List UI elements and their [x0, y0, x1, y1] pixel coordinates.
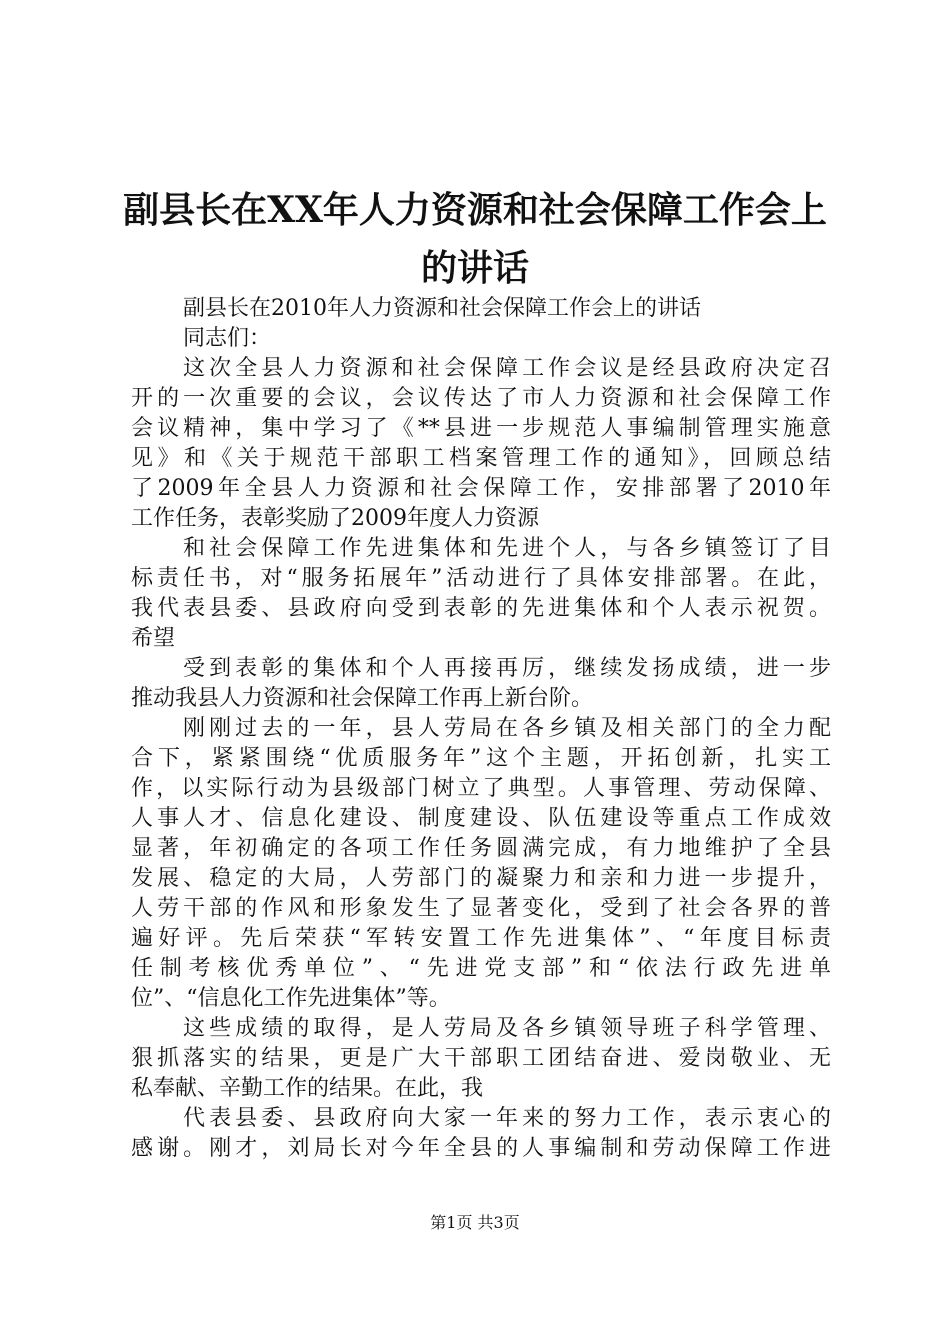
document-title-line-1: 副县长在XX年人力资源和社会保障工作会上 [123, 189, 827, 231]
body-line: 刚刚过去的一年，县人劳局在各乡镇及相关部门的全力配 [183, 716, 831, 741]
body-line: 开的一次重要的会议，会议传达了市人力资源和社会保障工作 [131, 386, 831, 411]
body-line: 私奉献、辛勤工作的结果。在此，我 [131, 1076, 484, 1101]
body-line: 和社会保障工作先进集体和先进个人，与各乡镇签订了目 [183, 536, 831, 561]
body-line: 我代表县委、县政府向受到表彰的先进集体和个人表示祝贺。 [131, 596, 831, 621]
body-line: 显著，年初确定的各项工作任务圆满完成，有力地维护了全县 [131, 836, 831, 861]
body-line: 感谢。刚才，刘局长对今年全县的人事编制和劳动保障工作进 [131, 1136, 831, 1161]
body-line: 这次全县人力资源和社会保障工作会议是经县政府决定召 [183, 356, 831, 381]
body-line: 狠抓落实的结果，更是广大干部职工团结奋进、爱岗敬业、无 [131, 1046, 831, 1071]
body-line: 这些成绩的取得，是人劳局及各乡镇领导班子科学管理、 [183, 1016, 831, 1041]
body-line: 同志们： [183, 326, 272, 351]
body-line: 作，以实际行动为县级部门树立了典型。人事管理、劳动保障、 [131, 776, 831, 801]
body-line: 会议精神，集中学习了《**县进一步规范人事编制管理实施意 [131, 416, 831, 441]
body-line: 希望 [131, 626, 176, 651]
document-title-line-2: 的讲话 [420, 247, 529, 289]
body-line: 见》和《关于规范干部职工档案管理工作的通知》，回顾总结 [131, 446, 831, 471]
body-line: 推动我县人力资源和社会保障工作再上新台阶。 [131, 686, 594, 711]
body-line: 人劳干部的作风和形象发生了显著变化，受到了社会各界的普 [131, 896, 831, 921]
page-footer: 第1页 共3页 [430, 1213, 520, 1232]
body-line: 发展、稳定的大局，人劳部门的凝聚力和亲和力进一步提升， [131, 866, 831, 891]
body-line: 标责任书，对“服务拓展年”活动进行了具体安排部署。在此， [131, 566, 831, 591]
body-line: 副县长在2010年人力资源和社会保障工作会上的讲话 [183, 296, 701, 321]
body-line: 合下，紧紧围绕“优质服务年”这个主题，开拓创新，扎实工 [131, 746, 831, 771]
body-line: 任制考核优秀单位”、“先进党支部”和“依法行政先进单 [131, 956, 831, 981]
body-line: 代表县委、县政府向大家一年来的努力工作，表示衷心的 [183, 1106, 831, 1131]
body-line: 了2009年全县人力资源和社会保障工作，安排部署了2010年 [131, 476, 831, 501]
body-line: 位”、“信息化工作先进集体”等。 [131, 986, 451, 1011]
body-line: 工作任务，表彰奖励了2009年度人力资源 [131, 506, 539, 531]
document-body [131, 294, 831, 1164]
body-line: 遍好评。先后荣获“军转安置工作先进集体”、“年度目标责 [131, 926, 831, 951]
body-line: 受到表彰的集体和个人再接再厉，继续发扬成绩，进一步 [183, 656, 831, 681]
body-line: 人事人才、信息化建设、制度建设、队伍建设等重点工作成效 [131, 806, 831, 831]
